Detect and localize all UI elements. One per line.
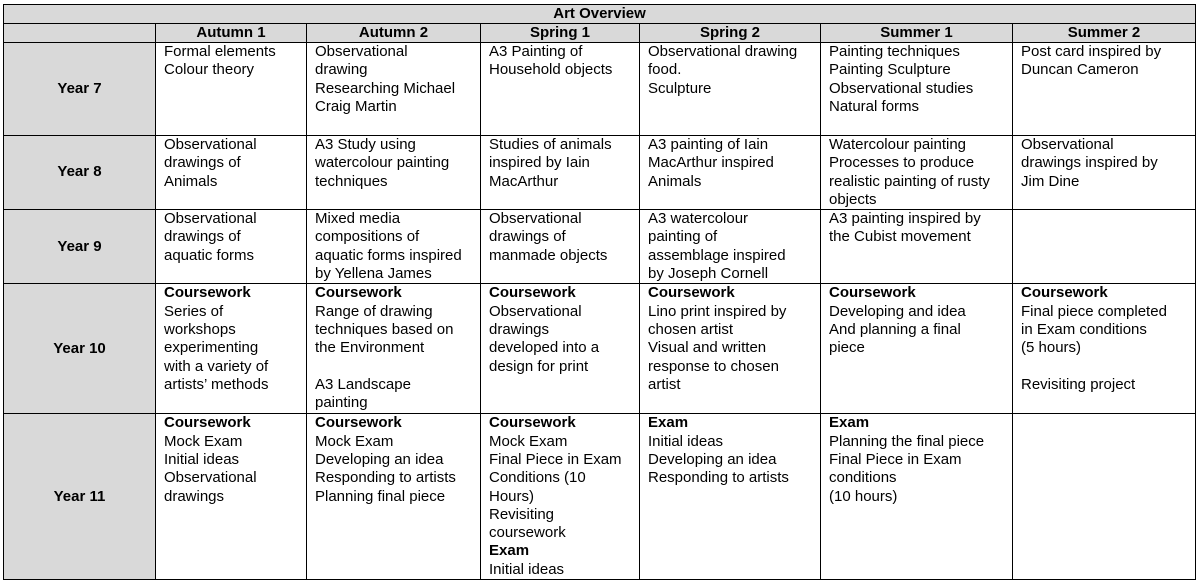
table-cell bbox=[640, 284, 821, 414]
table-cell bbox=[156, 284, 307, 414]
row-header-year: Year 9 bbox=[4, 210, 156, 284]
column-header: Autumn 1 bbox=[156, 24, 307, 43]
table-body bbox=[4, 43, 1196, 580]
cell-line: Studies of animals bbox=[489, 136, 612, 153]
cell-line: And planning a final bbox=[829, 320, 961, 338]
table-cell bbox=[821, 414, 1013, 580]
cell-line: Developing an idea bbox=[648, 450, 777, 468]
cell-line: Conditions (10 bbox=[489, 469, 586, 487]
cell-line: Responding to artists bbox=[648, 469, 789, 487]
cell-line: response to chosen bbox=[648, 357, 779, 375]
cell-line: Observational bbox=[1021, 136, 1114, 153]
table-cell bbox=[156, 43, 307, 136]
table-cell bbox=[307, 136, 481, 210]
cell-line: inspired by Iain bbox=[489, 154, 590, 172]
cell-line: Animals bbox=[648, 172, 702, 190]
cell-line: the Environment bbox=[315, 339, 425, 357]
cell-line: Colour theory bbox=[164, 61, 255, 79]
cell-line: Observational bbox=[315, 43, 408, 60]
cell-spacer bbox=[1021, 358, 1191, 376]
row-header-year: Year 7 bbox=[4, 43, 156, 136]
cell-line: Lino print inspired by bbox=[648, 302, 787, 320]
cell-line: Planning the final piece bbox=[829, 432, 985, 450]
cell-line: Mock Exam bbox=[315, 432, 394, 450]
cell-line: Sculpture bbox=[648, 79, 712, 97]
cell-line: (5 hours) bbox=[1021, 339, 1082, 357]
cell-line: with a variety of bbox=[164, 357, 269, 375]
table-row bbox=[4, 43, 1196, 136]
table-cell bbox=[821, 43, 1013, 136]
cell-line: Duncan Cameron bbox=[1021, 61, 1139, 79]
cell-line: Household objects bbox=[489, 61, 613, 79]
table-cell bbox=[307, 284, 481, 414]
cell-line: artist bbox=[648, 375, 681, 393]
cell-line: Revisiting bbox=[489, 505, 555, 523]
cell-line: Revisiting project bbox=[1021, 375, 1136, 393]
cell-line: techniques bbox=[315, 172, 388, 190]
cell-line: Painting techniques bbox=[829, 43, 960, 60]
cell-line: (10 hours) bbox=[829, 487, 898, 505]
cell-line: Observational bbox=[164, 469, 257, 487]
cell-section-label: Coursework bbox=[829, 284, 916, 302]
table-cell bbox=[640, 136, 821, 210]
table-row bbox=[4, 284, 1196, 414]
cell-line: Jim Dine bbox=[1021, 172, 1080, 190]
cell-section-label: Coursework bbox=[315, 284, 402, 302]
table-cell bbox=[821, 210, 1013, 284]
cell-line: Mock Exam bbox=[489, 432, 568, 450]
cell-section-label: Coursework bbox=[1021, 284, 1108, 302]
cell-line: drawings of bbox=[164, 154, 241, 172]
cell-line: realistic painting of rusty bbox=[829, 172, 990, 190]
table-cell bbox=[307, 210, 481, 284]
cell-line: Observational bbox=[164, 210, 257, 228]
cell-line: chosen artist bbox=[648, 320, 734, 338]
column-header: Summer 2 bbox=[1013, 24, 1196, 43]
table-row bbox=[4, 414, 1196, 580]
table-cell bbox=[640, 43, 821, 136]
cell-line: MacArthur bbox=[489, 172, 559, 190]
table-cell bbox=[307, 43, 481, 136]
table-row bbox=[4, 136, 1196, 210]
cell-line: Initial ideas bbox=[489, 560, 565, 578]
table-cell bbox=[156, 210, 307, 284]
cell-line: Post card inspired by bbox=[1021, 43, 1162, 60]
table-cell bbox=[1013, 210, 1196, 284]
cell-line: Animals bbox=[164, 172, 218, 190]
cell-line: A3 painting of Iain bbox=[648, 136, 769, 153]
cell-spacer bbox=[315, 358, 476, 376]
cell-line: Painting Sculpture bbox=[829, 61, 951, 79]
cell-line: A3 Study using bbox=[315, 136, 416, 153]
cell-line: drawings of bbox=[164, 228, 241, 246]
cell-line: workshops bbox=[164, 320, 236, 338]
table-cell bbox=[156, 136, 307, 210]
cell-section-label: Coursework bbox=[315, 414, 402, 432]
cell-line: techniques based on bbox=[315, 320, 454, 338]
cell-line: the Cubist movement bbox=[829, 228, 971, 246]
cell-line: piece bbox=[829, 339, 865, 357]
column-header: Spring 2 bbox=[640, 24, 821, 43]
cell-section-label: Coursework bbox=[164, 284, 251, 302]
cell-line: painting bbox=[315, 394, 368, 412]
cell-line: Final piece completed bbox=[1021, 302, 1167, 320]
table-cell bbox=[1013, 43, 1196, 136]
cell-line: Watercolour painting bbox=[829, 136, 967, 153]
cell-line: compositions of bbox=[315, 228, 420, 246]
table-cell bbox=[1013, 284, 1196, 414]
cell-line: drawing bbox=[315, 61, 368, 79]
table-title: Art Overview bbox=[4, 5, 1196, 24]
table-cell bbox=[1013, 136, 1196, 210]
cell-section-label: Exam bbox=[648, 414, 689, 432]
cell-line: Final Piece in Exam bbox=[489, 450, 622, 468]
row-header-year: Year 8 bbox=[4, 136, 156, 210]
cell-line: Natural forms bbox=[829, 97, 920, 115]
table-row bbox=[4, 210, 1196, 284]
cell-line: Observational drawing bbox=[648, 43, 798, 60]
row-header-year: Year 10 bbox=[4, 284, 156, 414]
cell-line: by Joseph Cornell bbox=[648, 265, 769, 283]
cell-line: food. bbox=[648, 61, 682, 79]
cell-line: A3 painting inspired by bbox=[829, 210, 981, 228]
cell-line: Craig Martin bbox=[315, 97, 397, 115]
cell-line: Hours) bbox=[489, 487, 535, 505]
cell-line: manmade objects bbox=[489, 246, 608, 264]
corner-header bbox=[4, 24, 156, 43]
cell-line: assemblage inspired bbox=[648, 246, 786, 264]
cell-line: design for print bbox=[489, 357, 589, 375]
cell-line: A3 watercolour bbox=[648, 210, 749, 228]
column-header: Summer 1 bbox=[821, 24, 1013, 43]
cell-line: objects bbox=[829, 190, 877, 208]
cell-line: painting of bbox=[648, 228, 718, 246]
cell-line: Responding to artists bbox=[315, 469, 456, 487]
cell-line: aquatic forms bbox=[164, 246, 255, 264]
table-cell bbox=[481, 43, 640, 136]
cell-line: A3 Painting of bbox=[489, 43, 583, 60]
column-header-row bbox=[4, 24, 1196, 43]
table-cell bbox=[821, 136, 1013, 210]
row-header-year: Year 11 bbox=[4, 414, 156, 580]
cell-line: conditions bbox=[829, 469, 897, 487]
table-cell bbox=[481, 210, 640, 284]
cell-line: Initial ideas bbox=[164, 450, 240, 468]
cell-line: Developing and idea bbox=[829, 302, 966, 320]
cell-line: Observational studies bbox=[829, 79, 974, 97]
cell-section-label: Coursework bbox=[164, 414, 251, 432]
cell-line: drawings bbox=[164, 487, 225, 505]
cell-line: MacArthur inspired bbox=[648, 154, 774, 172]
cell-line: Initial ideas bbox=[648, 432, 724, 450]
cell-line: Range of drawing bbox=[315, 302, 433, 320]
cell-line: Formal elements bbox=[164, 43, 276, 60]
column-header: Spring 1 bbox=[481, 24, 640, 43]
cell-line: A3 Landscape bbox=[315, 375, 411, 393]
cell-line: Series of bbox=[164, 302, 224, 320]
cell-line: coursework bbox=[489, 524, 566, 542]
cell-line: Mock Exam bbox=[164, 432, 243, 450]
cell-line: Visual and written bbox=[648, 339, 767, 357]
cell-line: Final Piece in Exam bbox=[829, 450, 962, 468]
column-header: Autumn 2 bbox=[307, 24, 481, 43]
cell-line: Observational bbox=[164, 136, 257, 153]
cell-line: watercolour painting bbox=[315, 154, 450, 172]
cell-section-label: Coursework bbox=[489, 284, 576, 302]
cell-line: Developing an idea bbox=[315, 450, 444, 468]
art-overview-table bbox=[3, 4, 1196, 580]
table-cell bbox=[481, 136, 640, 210]
cell-line: artists’ methods bbox=[164, 375, 269, 393]
cell-line: drawings of bbox=[489, 228, 566, 246]
table-cell bbox=[481, 284, 640, 414]
cell-line: Observational bbox=[489, 302, 582, 320]
table-cell bbox=[1013, 414, 1196, 580]
cell-section-label: Exam bbox=[829, 414, 870, 432]
cell-section-label: Exam bbox=[489, 542, 530, 560]
cell-line: Mixed media bbox=[315, 210, 401, 228]
cell-line: in Exam conditions bbox=[1021, 320, 1147, 338]
cell-line: developed into a bbox=[489, 339, 600, 357]
cell-line: Researching Michael bbox=[315, 79, 456, 97]
cell-line: Processes to produce bbox=[829, 154, 975, 172]
cell-line: aquatic forms inspired bbox=[315, 246, 462, 264]
cell-line: by Yellena James bbox=[315, 265, 432, 283]
cell-line: Observational bbox=[489, 210, 582, 228]
table-cell bbox=[640, 210, 821, 284]
table-cell bbox=[821, 284, 1013, 414]
table-cell bbox=[307, 414, 481, 580]
cell-line: Planning final piece bbox=[315, 487, 446, 505]
cell-line: drawings bbox=[489, 320, 550, 338]
table-cell bbox=[481, 414, 640, 580]
table-cell bbox=[640, 414, 821, 580]
cell-section-label: Coursework bbox=[648, 284, 735, 302]
cell-section-label: Coursework bbox=[489, 414, 576, 432]
cell-line: experimenting bbox=[164, 339, 259, 357]
cell-line: drawings inspired by bbox=[1021, 154, 1158, 172]
table-cell bbox=[156, 414, 307, 580]
